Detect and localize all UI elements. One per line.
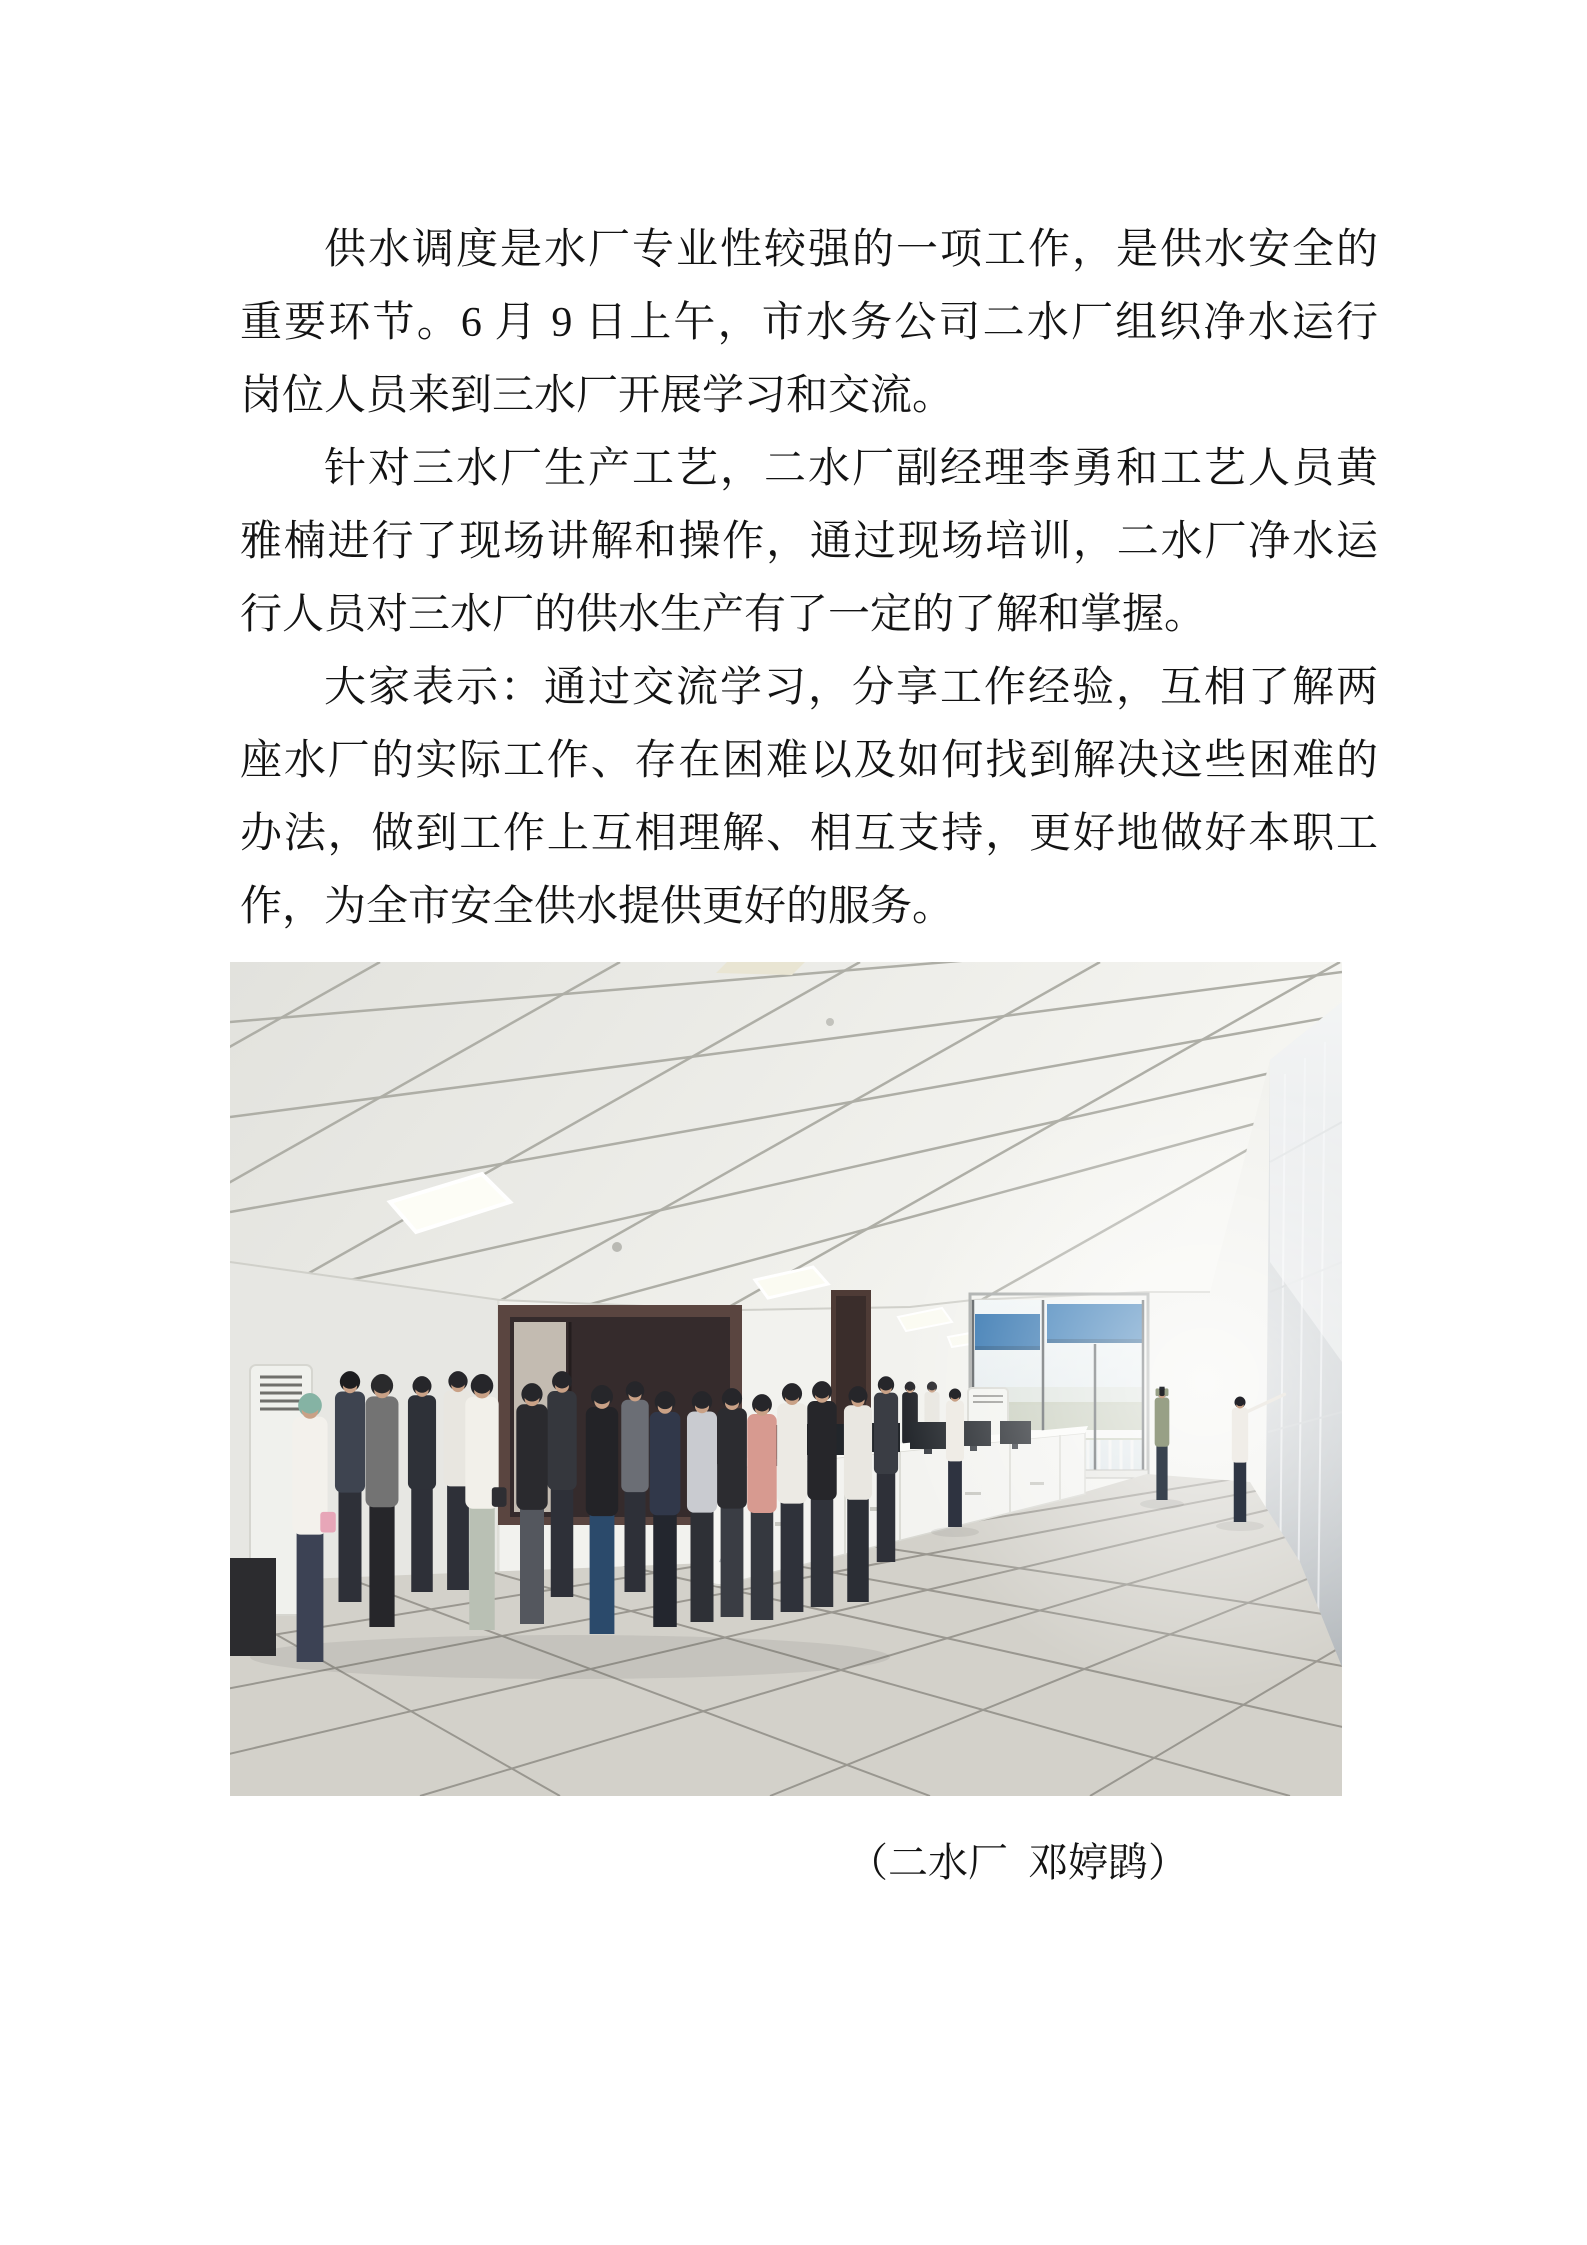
body-text-line: 作，为全市安全供水提供更好的服务。 <box>240 884 955 930</box>
body-text-line: 行人员对三水厂的供水生产有了一定的了解和掌握。 <box>240 592 1207 638</box>
smoke-detector <box>612 1242 622 1252</box>
equipment-case <box>230 1558 276 1656</box>
body-text-line: 重要环节。6 月 9 日上午，市水务公司二水厂组织净水运行 <box>240 300 1378 346</box>
body-text-line: 岗位人员来到三水厂开展学习和交流。 <box>240 373 955 419</box>
smoke-detector <box>826 1018 834 1026</box>
body-text-line: 供水调度是水厂专业性较强的一项工作，是供水安全的 <box>324 227 1378 273</box>
shadow <box>1140 1499 1184 1509</box>
body-text-line: 办法，做到工作上互相理解、相互支持，更好地做好本职工 <box>240 811 1378 857</box>
site-visit-photo <box>230 962 1342 1796</box>
article-body <box>240 214 1378 944</box>
photo-credit: （二水厂 邓婷鹍） <box>848 1840 1188 1885</box>
body-text-line: 座水厂的实际工作、存在困难以及如何找到解决这些困难的 <box>240 738 1378 784</box>
shadow <box>1216 1521 1264 1531</box>
body-text-line: 大家表示：通过交流学习，分享工作经验，互相了解两 <box>324 665 1378 711</box>
body-text-line: 雅楠进行了现场讲解和操作，通过现场培训，二水厂净水运 <box>240 519 1378 565</box>
body-text-line: 针对三水厂生产工艺，二水厂副经理李勇和工艺人员黄 <box>324 446 1378 492</box>
crowd-shadow <box>250 1635 890 1679</box>
control-room-illustration <box>230 962 1342 1796</box>
shadow <box>931 1527 979 1537</box>
